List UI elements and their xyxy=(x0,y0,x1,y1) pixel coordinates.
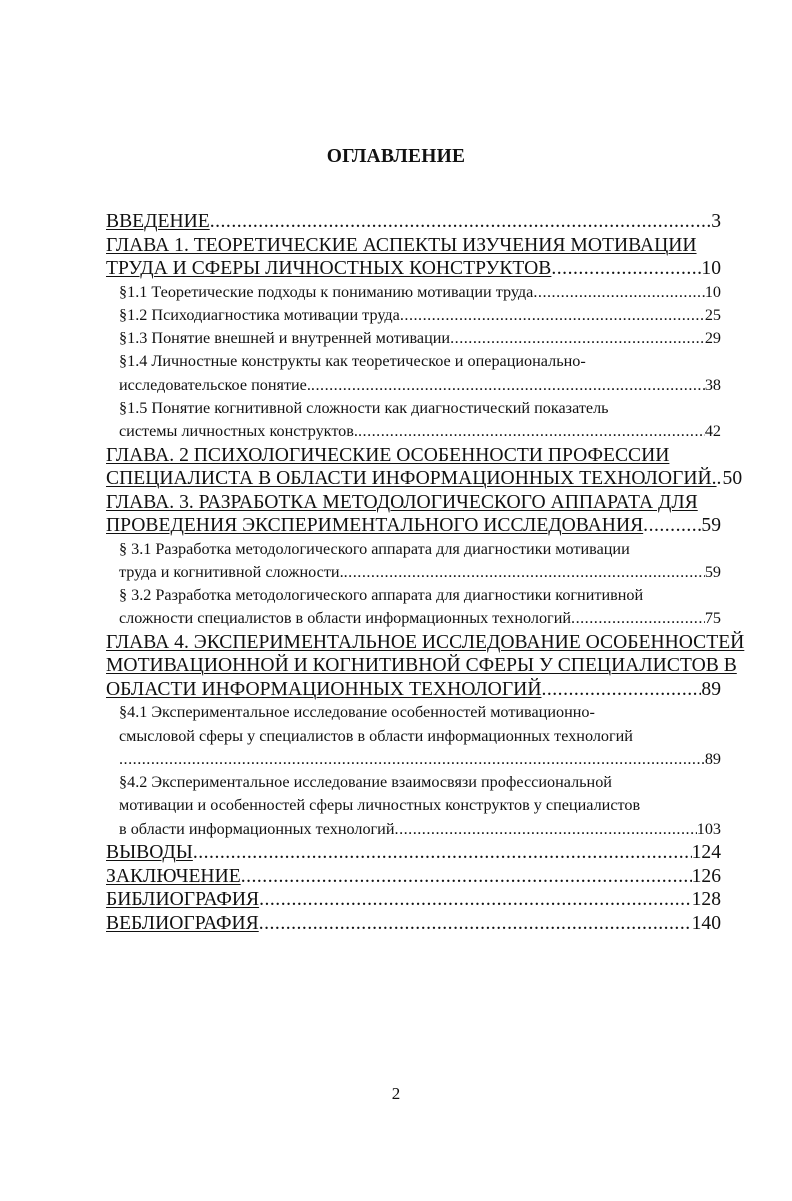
toc-section-entry xyxy=(106,538,721,585)
toc-entry-line xyxy=(106,841,721,865)
toc-entry-line xyxy=(119,374,721,397)
dot-leader xyxy=(571,607,705,630)
toc-section-entry xyxy=(106,771,721,841)
dot-leader xyxy=(533,281,704,304)
toc-entry-text: ТРУДА И СФЕРЫ ЛИЧНОСТНЫХ КОНСТРУКТОВ xyxy=(106,258,552,279)
toc-entry-text: исследовательское понятие. xyxy=(119,375,311,394)
toc-page-number: 29 xyxy=(704,329,721,348)
toc-entry-line xyxy=(119,748,721,771)
toc-page-number: 126 xyxy=(691,865,721,887)
dot-leader xyxy=(643,514,701,538)
toc-entry-line: §1.4 Личностные конструкты как теоретическое и операционально- xyxy=(119,352,586,371)
toc-chapter-entry xyxy=(106,631,745,702)
dot-leader xyxy=(400,304,705,327)
toc-page-number: 50 xyxy=(722,468,743,490)
toc-chapter-entry xyxy=(106,234,721,281)
toc-entry-text: труда и когнитивной сложности. xyxy=(119,562,344,581)
dot-leader xyxy=(551,257,701,281)
toc-entry-line: §4.1 Экспериментальное исследование особенностей мотивационно- xyxy=(119,703,595,722)
toc-entry-line xyxy=(119,420,721,443)
toc-page-number: 89 xyxy=(701,678,721,700)
dot-leader xyxy=(119,748,705,771)
toc-entry-line xyxy=(106,210,721,234)
toc-entry-text: ВЫВОДЫ xyxy=(106,842,193,864)
toc-section-entry xyxy=(106,327,721,350)
toc-entry-line: ГЛАВА. 3. РАЗРАБОТКА МЕТОДОЛОГИЧЕСКОГО АППАРАТА ДЛЯ xyxy=(106,491,698,513)
toc-chapter-entry xyxy=(106,444,743,491)
toc-entry-line xyxy=(119,818,721,841)
page-title: ОГЛАВЛЕНИЕ xyxy=(326,146,466,167)
toc-entry-line xyxy=(106,888,721,912)
toc-entry-line: ГЛАВА. 2 ПСИХОЛОГИЧЕСКИЕ ОСОБЕННОСТИ ПРОФЕССИИ xyxy=(106,444,670,466)
toc-section-entry xyxy=(106,304,721,327)
toc-chapter-entry xyxy=(106,491,721,538)
toc-section-entry xyxy=(106,281,721,304)
toc-page-number: 103 xyxy=(696,819,721,838)
dot-leader xyxy=(344,561,705,584)
page-number: 2 xyxy=(391,1084,401,1103)
toc-page-number: 10 xyxy=(701,258,721,279)
toc-page-number: 10 xyxy=(704,282,721,301)
toc-page-number: 25 xyxy=(704,305,721,324)
dot-leader xyxy=(259,888,692,912)
toc-entry-text: ОБЛАСТИ ИНФОРМАЦИОННЫХ ТЕХНОЛОГИЙ xyxy=(106,678,542,700)
toc-entry-line: §1.5 Понятие когнитивной сложности как диагностический показатель xyxy=(119,398,609,417)
toc-entry-line xyxy=(119,281,721,304)
toc-entry-text: сложности специалистов в области информационных технологий xyxy=(119,609,572,628)
toc-page-number: 89 xyxy=(704,749,721,768)
toc-entry-line: § 3.1 Разработка методологического аппарата для диагностики мотивации xyxy=(119,539,630,558)
toc-entry-line: ГЛАВА 1. ТЕОРЕТИЧЕСКИЕ АСПЕКТЫ ИЗУЧЕНИЯ МОТИВАЦИИ xyxy=(106,234,697,256)
toc-section-entry xyxy=(106,350,721,397)
toc-chapter-entry xyxy=(106,841,721,865)
toc-entry-line xyxy=(106,514,721,538)
toc-chapter-entry xyxy=(106,210,721,234)
dot-leader xyxy=(395,818,697,841)
dot-leader xyxy=(259,912,692,936)
toc-entry-text: ЗАКЛЮЧЕНИЕ xyxy=(106,865,241,887)
dot-leader xyxy=(450,327,705,350)
toc-entry-line: § 3.2 Разработка методологического аппарата для диагностики когнитивной xyxy=(119,586,644,605)
toc-entry-line: ГЛАВА 4. ЭКСПЕРИМЕНТАЛЬНОЕ ИССЛЕДОВАНИЕ ОСОБЕННОСТЕЙ xyxy=(106,631,745,653)
toc-entry-line xyxy=(119,607,721,630)
toc-page-number: 3 xyxy=(711,211,721,232)
toc-entry-line xyxy=(106,865,721,889)
toc-entry-line xyxy=(106,257,721,281)
dot-leader xyxy=(241,865,692,889)
toc-chapter-entry xyxy=(106,865,721,889)
toc-page-number: 140 xyxy=(691,912,721,934)
toc-entry-text: системы личностных конструктов. xyxy=(119,422,358,441)
toc-section-entry xyxy=(106,584,721,631)
toc-entry-line: мотивации и особенностей сферы личностных конструктов у специалистов xyxy=(119,796,641,815)
toc-entry-line xyxy=(106,678,721,702)
toc-entry-text: БИБЛИОГРАФИЯ xyxy=(106,889,260,911)
toc-entry-line xyxy=(106,467,743,491)
dot-leader xyxy=(193,841,692,865)
table-of-contents xyxy=(106,210,745,935)
toc-section-entry xyxy=(106,701,721,771)
toc-chapter-entry xyxy=(106,912,721,936)
toc-chapter-entry xyxy=(106,888,721,912)
toc-entry-text: §1.1 Теоретические подходы к пониманию мотивации труда xyxy=(119,282,534,301)
toc-page-number: 38 xyxy=(704,375,721,394)
toc-entry-line xyxy=(119,304,721,327)
dot-leader xyxy=(311,374,705,397)
toc-entry-text: СПЕЦИАЛИСТА В ОБЛАСТИ ИНФОРМАЦИОННЫХ ТЕХНОЛОГИЙ. xyxy=(106,468,717,490)
toc-entry-line: МОТИВАЦИОННОЙ И КОГНИТИВНОЙ СФЕРЫ У СПЕЦИАЛИСТОВ В xyxy=(106,655,737,677)
toc-page-number: 59 xyxy=(701,515,721,537)
dot-leader xyxy=(210,210,711,234)
toc-entry-text: §1.2 Психодиагностика мотивации труда xyxy=(119,305,400,324)
toc-page-number: 59 xyxy=(704,562,721,581)
toc-entry-line xyxy=(106,912,721,936)
toc-entry-text: ВВЕДЕНИЕ xyxy=(106,211,210,232)
toc-entry-line: смысловой сферы у специалистов в области информационных технологий xyxy=(119,726,633,745)
toc-entry-text: §1.3 Понятие внешней и внутренней мотивации xyxy=(119,329,451,348)
toc-section-entry xyxy=(106,397,721,444)
toc-entry-line xyxy=(119,327,721,350)
toc-page-number: 42 xyxy=(704,422,721,441)
dot-leader xyxy=(541,678,701,702)
toc-entry-text: в области информационных технологий xyxy=(119,819,395,838)
toc-entry-line xyxy=(119,561,721,584)
toc-page-number: 124 xyxy=(691,842,721,864)
toc-page-number: 128 xyxy=(691,889,721,911)
toc-entry-line: §4.2 Экспериментальное исследование взаимосвязи профессиональной xyxy=(119,773,612,792)
dot-leader xyxy=(358,420,705,443)
toc-page-number: 75 xyxy=(704,609,721,628)
toc-entry-text: ВЕБЛИОГРАФИЯ xyxy=(106,912,259,934)
toc-entry-text: ПРОВЕДЕНИЯ ЭКСПЕРИМЕНТАЛЬНОГО ИССЛЕДОВАНИЯ xyxy=(106,515,644,537)
